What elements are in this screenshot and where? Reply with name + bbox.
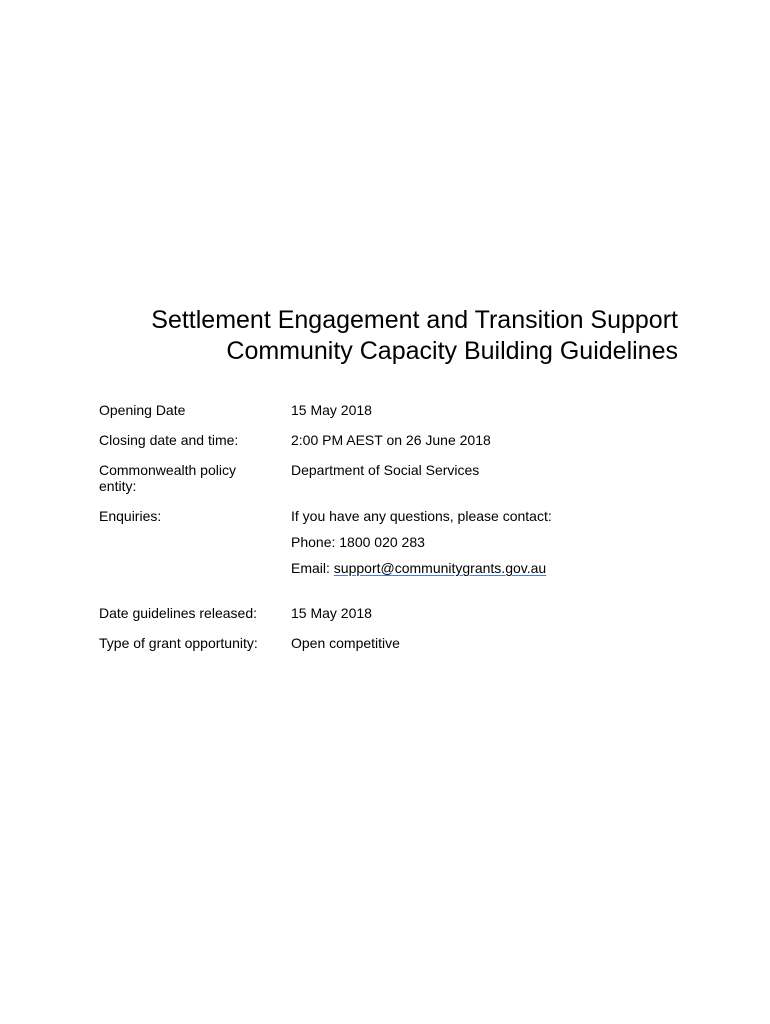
opening-date-label: Opening Date: [99, 402, 186, 418]
enquiries-row: [99, 508, 599, 605]
released-value: 15 May 2018: [291, 605, 372, 621]
closing-date-label: Closing date and time:: [99, 432, 239, 448]
enquiries-value: [291, 508, 599, 605]
policy-entity-value: Department of Social Services: [291, 462, 480, 478]
grant-type-label: Type of grant opportunity:: [99, 635, 258, 651]
email-link[interactable]: support@communitygrants.gov.au: [333, 560, 547, 576]
released-label: Date guidelines released:: [99, 605, 257, 621]
opening-date-row: [99, 402, 599, 432]
title-line-2: Community Capacity Building Guidelines: [226, 337, 678, 365]
grant-type-row: [99, 635, 599, 665]
grant-type-value: Open competitive: [291, 635, 400, 651]
policy-entity-label: Commonwealth policy entity:: [99, 462, 236, 494]
document-title: [151, 305, 678, 367]
enquiries-phone: Phone: 1800 020 283: [291, 534, 425, 550]
released-row: [99, 605, 599, 635]
title-line-1: Settlement Engagement and Transition Support: [151, 306, 678, 334]
closing-date-value: 2:00 PM AEST on 26 June 2018: [291, 432, 491, 448]
email-prefix: Email:: [291, 560, 330, 576]
enquiries-intro: If you have any questions, please contact:: [291, 508, 552, 524]
enquiries-label: Enquiries:: [99, 508, 162, 524]
opening-date-value: 15 May 2018: [291, 402, 372, 418]
policy-entity-row: [99, 462, 599, 508]
closing-date-row: [99, 432, 599, 462]
grant-details: [99, 402, 599, 665]
enquiries-email: [291, 560, 599, 576]
